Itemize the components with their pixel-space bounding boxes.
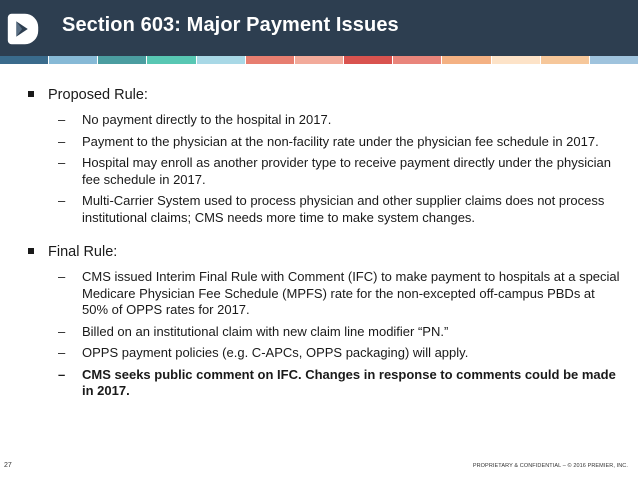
sub-bullet-item (28, 112, 622, 129)
bullet-square-icon (28, 248, 34, 254)
slide-title: Section 603: Major Payment Issues (62, 14, 399, 36)
sub-bullet-item (28, 345, 622, 362)
bullet-text: Proposed Rule: (48, 87, 148, 103)
color-stripe (0, 56, 638, 64)
sub-bullet-text: OPPS payment policies (e.g. C-APCs, OPPS packaging) will apply. (82, 345, 469, 360)
confidential-notice: PROPRIETARY & CONFIDENTIAL – © 2016 PREMIER, INC. (472, 463, 628, 469)
dash-marker: – (58, 112, 66, 127)
sub-bullet-text: Hospital may enroll as another provider type to receive payment directly under the physician fee schedule in 2017. (82, 155, 611, 187)
sub-bullet-text: No payment directly to the hospital in 2017. (82, 112, 332, 127)
bullet-text: Final Rule: (48, 244, 118, 260)
sub-bullet-item (28, 155, 622, 188)
dash-marker: – (58, 133, 66, 149)
stripe-segment (442, 56, 490, 64)
dash-marker: – (58, 155, 66, 170)
stripe-segment (0, 56, 48, 64)
sub-bullet-item (28, 134, 622, 151)
sub-bullet-text: CMS seeks public comment on IFC. Changes in response to comments could be made in 2017. (82, 366, 616, 398)
stripe-segment (590, 56, 638, 64)
slide-body (28, 86, 628, 405)
sub-bullet-item (28, 193, 622, 226)
stripe-segment (197, 56, 245, 64)
dash-marker: – (58, 193, 66, 208)
dash-marker: – (58, 366, 66, 382)
stripe-segment (492, 56, 540, 64)
stripe-segment (295, 56, 343, 64)
stripe-segment (49, 56, 97, 64)
page-number: 27 (4, 462, 12, 469)
dash-marker: – (58, 269, 66, 284)
bullet-square-icon (28, 91, 34, 97)
sub-bullet-item (28, 367, 622, 400)
stripe-segment (541, 56, 589, 64)
sub-bullet-text: Billed on an institutional claim with new claim line modifier “PN.” (82, 323, 449, 339)
stripe-segment (246, 56, 294, 64)
bullet-heading (28, 86, 628, 104)
dash-marker: – (58, 345, 66, 360)
slide-header (0, 0, 638, 56)
section-gap (28, 231, 628, 243)
premier-logo-icon (4, 10, 42, 48)
sub-bullet-item (28, 269, 622, 319)
sub-bullet-item (28, 324, 622, 341)
bullet-heading (28, 243, 628, 261)
stripe-segment (344, 56, 392, 64)
stripe-segment (147, 56, 195, 64)
sub-bullet-text: Payment to the physician at the non-facility rate under the physician fee schedule in 2017. (82, 133, 599, 149)
dash-marker: – (58, 323, 66, 339)
sub-bullet-text: CMS issued Interim Final Rule with Comment (IFC) to make payment to hospitals at a special Medicare Physician Fee Schedule (MPFS) rate for the non-excepted off-campus PBDs at 50% of OPPS rates for 2017. (82, 269, 620, 317)
stripe-segment (393, 56, 441, 64)
stripe-segment (98, 56, 146, 64)
sub-bullet-text: Multi-Carrier System used to process physician and other supplier claims does not process institutional claims; CMS needs more time to make system changes. (82, 193, 605, 225)
